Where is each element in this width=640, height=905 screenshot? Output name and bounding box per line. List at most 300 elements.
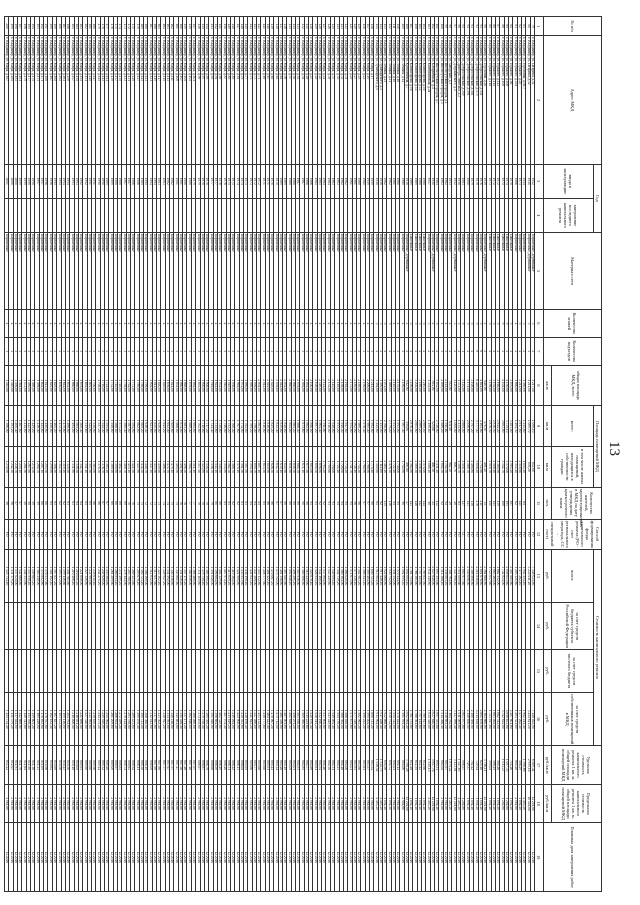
cell-row-num: 101 xyxy=(435,17,439,36)
cell-unit-cost: 807,98 xyxy=(152,746,156,785)
cell-unit-cost: 803,57 xyxy=(365,746,369,785)
cell-year-repair xyxy=(365,198,369,232)
cell-entrances: 8 xyxy=(474,337,478,365)
cell-year-built: 2000 xyxy=(13,164,17,198)
cell-total-area: 1 740,00 xyxy=(113,365,117,406)
cell-wall-material: Кирпичные xyxy=(122,233,126,310)
cell-row-num: 137 xyxy=(278,17,282,36)
cell-cost-region xyxy=(131,603,135,650)
table-row xyxy=(508,17,512,892)
cell-residents: 31 xyxy=(482,487,486,519)
cell-floors: 3 xyxy=(456,310,460,338)
cell-max-cost: 2 961,60 xyxy=(74,784,78,823)
cell-total-area: 1 812,00 xyxy=(152,365,156,406)
cell-total-area: 1 972,00 xyxy=(239,365,243,406)
cell-cost-region xyxy=(235,603,239,650)
cell-cost-local xyxy=(339,650,343,693)
header-area-all: всего: xyxy=(552,406,594,447)
cell-cost-owners: 1 283 788,80 xyxy=(126,692,130,745)
cell-cost-total: 2 487 801,60 xyxy=(508,549,512,602)
cell-unit-cost: 809,20 xyxy=(104,746,108,785)
cell-floors: 4 xyxy=(74,310,78,338)
cell-wall-material: Кирпичные xyxy=(478,233,482,310)
cell-max-cost: 2 961,60 xyxy=(339,784,343,823)
cell-cost-region xyxy=(491,603,495,650)
cell-area-private: 1 280,70 xyxy=(35,446,39,487)
cell-address: г. Владимир, ул. Луначарского, д.3 xyxy=(378,36,382,164)
cell-unit-cost: 1 013,27 xyxy=(500,746,504,785)
cell-cost-owners: 1 595 404,80 xyxy=(365,692,369,745)
cell-cost-region xyxy=(343,603,347,650)
cell-area-private: 1 114,60 xyxy=(378,446,382,487)
cell-area-all: 1 724,40 xyxy=(209,406,213,447)
cell-area-private: 1 325,50 xyxy=(65,446,69,487)
cell-cost-total: 1 436 198,40 xyxy=(243,549,247,602)
cell-area-private: 1 549,50 xyxy=(217,446,221,487)
cell-fund-method: РО xyxy=(74,519,78,549)
cell-residents: 48 xyxy=(452,487,456,519)
cell-floors: 4 xyxy=(313,310,317,338)
cell-entrances: 4 xyxy=(417,337,421,365)
table-row xyxy=(330,17,334,892)
cell-fund-method: РО xyxy=(374,519,378,549)
cell-area-private: 2 508,40 xyxy=(491,446,495,487)
cell-plan-date: 12.2016 xyxy=(243,823,247,892)
cell-residents: 70 xyxy=(131,487,135,519)
cell-row-num: 129 xyxy=(313,17,317,36)
cell-cost-region xyxy=(118,603,122,650)
cell-area-private: 852,60 xyxy=(530,446,534,487)
cell-wall-material: Кирпичные xyxy=(152,233,156,310)
cell-row-num: 99 xyxy=(443,17,447,36)
cell-fund-method: РО xyxy=(487,519,491,549)
cell-cost-local xyxy=(100,650,104,693)
cell-residents: 29 xyxy=(448,487,452,519)
cell-area-all: 1 479,60 xyxy=(61,406,65,447)
cell-max-cost: 2 961,60 xyxy=(44,784,48,823)
cell-residents: 65 xyxy=(83,487,87,519)
cell-entrances: 2 xyxy=(482,337,486,365)
cell-cost-local xyxy=(9,650,13,693)
cell-plan-date: 12.2016 xyxy=(391,823,395,892)
cell-row-num: 102 xyxy=(430,17,434,36)
cell-max-cost: 2 961,60 xyxy=(39,784,43,823)
unit-max-cost: руб./кв.м xyxy=(544,784,552,823)
cell-plan-date: 12.2016 xyxy=(469,823,473,892)
cell-cost-total: 1 503 936,00 xyxy=(296,549,300,602)
cell-cost-local xyxy=(435,650,439,693)
cell-address: г. Владимир, ул. Мира, д.127 xyxy=(135,36,139,164)
cell-cost-local xyxy=(469,650,473,693)
cell-area-private: 1 671,10 xyxy=(300,446,304,487)
cell-area-private: 3 170,00 xyxy=(504,446,508,487)
cell-fund-method: РО xyxy=(291,519,295,549)
cell-cost-owners: 1 481 356,80 xyxy=(278,692,282,745)
cell-total-area: 1 828,00 xyxy=(161,365,165,406)
cell-unit-cost: 811,36 xyxy=(31,746,35,785)
cell-total-area: 1 804,00 xyxy=(148,365,152,406)
cell-total-area: 2 020,00 xyxy=(265,365,269,406)
cell-cost-local xyxy=(257,650,261,693)
cell-cost-total: 2 188 588,80 xyxy=(469,549,473,602)
cell-cost-local xyxy=(235,650,239,693)
cell-wall-material: Кирпичные xyxy=(378,233,382,310)
cell-row-num: 83 xyxy=(513,17,517,36)
cell-fund-method: РО xyxy=(44,519,48,549)
cell-unit-cost: 804,31 xyxy=(330,746,334,785)
cell-cost-owners: 1 577 318,40 xyxy=(352,692,356,745)
cell-residents: 90 xyxy=(304,487,308,519)
cell-cost-total: 1 323 302,40 xyxy=(157,549,161,602)
cell-cost-owners: 1 345 881,60 xyxy=(174,692,178,745)
table-row xyxy=(235,17,239,892)
cell-unit-cost: 782,42 xyxy=(469,746,473,785)
table-row xyxy=(339,17,343,892)
cell-fund-method: РО xyxy=(465,519,469,549)
cell-cost-owners: 1 278 144,00 xyxy=(122,692,126,745)
cell-cost-total: 1 447 488,00 xyxy=(252,549,256,602)
cell-cost-total: 1 526 515,20 xyxy=(313,549,317,602)
cell-fund-method: РО xyxy=(196,519,200,549)
cell-year-built: 1982 xyxy=(170,164,174,198)
cell-plan-date: 12.2016 xyxy=(204,823,208,892)
cell-entrances: 3 xyxy=(22,337,26,365)
cell-max-cost: 12 201,60 xyxy=(482,784,486,823)
cell-plan-date: 12.2016 xyxy=(248,823,252,892)
cell-wall-material: Кирпичные xyxy=(300,233,304,310)
cell-area-private: 1 619,90 xyxy=(265,446,269,487)
cell-area-private: 562,30 xyxy=(448,446,452,487)
cell-entrances: 3 xyxy=(187,337,191,365)
cell-max-cost: 1 094,40 xyxy=(409,784,413,823)
cell-max-cost: 2 961,60 xyxy=(230,784,234,823)
cell-area-private: 1 319,10 xyxy=(61,446,65,487)
cell-year-built: 1974 xyxy=(504,164,508,198)
cell-year-repair xyxy=(313,198,317,232)
cell-year-built: 1984 xyxy=(148,164,152,198)
cell-floors: 4 xyxy=(291,310,295,338)
cell-year-built: 1983 xyxy=(157,164,161,198)
cell-row-num: 177 xyxy=(104,17,108,36)
cell-address: г. Владимир, ул. Мира, д.57 xyxy=(287,36,291,164)
cell-total-area: 6 420,00 xyxy=(474,365,478,406)
cell-cost-region xyxy=(365,603,369,650)
cell-cost-owners: 1 554 739,20 xyxy=(335,692,339,745)
cell-plan-date: 12.2016 xyxy=(226,823,230,892)
cell-row-num: 195 xyxy=(26,17,30,36)
cell-year-repair xyxy=(317,198,321,232)
cell-unit-cost: 1 875,22 xyxy=(448,746,452,785)
cell-area-private: 1 703,20 xyxy=(322,446,326,487)
cell-floors: 4 xyxy=(191,310,195,338)
cell-cost-region xyxy=(122,603,126,650)
table-row xyxy=(170,17,174,892)
cell-floors: 4 xyxy=(439,310,443,338)
cell-cost-local xyxy=(174,650,178,693)
cell-cost-region xyxy=(230,603,234,650)
cell-cost-owners: 1 911 009,60 xyxy=(456,692,460,745)
cell-area-all: 1 782,00 xyxy=(243,406,247,447)
table-row xyxy=(261,17,265,892)
cell-area-private: 2 983,20 xyxy=(508,446,512,487)
cell-year-built: 1970 xyxy=(508,164,512,198)
table-row xyxy=(217,17,221,892)
cell-year-built: 1982 xyxy=(165,164,169,198)
cell-year-repair xyxy=(109,198,113,232)
cell-entrances: 4 xyxy=(465,337,469,365)
cell-year-repair xyxy=(226,198,230,232)
cell-unit-cost: 1 547,63 xyxy=(456,746,460,785)
cell-area-all: 1 861,20 xyxy=(291,406,295,447)
cell-cost-total: 1 757 145,60 xyxy=(417,549,421,602)
cell-cost-total: 1 498 291,20 xyxy=(291,549,295,602)
cell-year-repair xyxy=(270,198,274,232)
cell-total-area: 1 860,00 xyxy=(178,365,182,406)
cell-unit-cost: 807,67 xyxy=(165,746,169,785)
cell-area-all: 631,80 xyxy=(448,406,452,447)
table-row xyxy=(448,17,452,892)
cell-year-built: 1977 xyxy=(209,164,213,198)
cell-area-all: 1 241,60 xyxy=(521,406,525,447)
cell-cost-local xyxy=(491,650,495,693)
cell-fund-method: РО xyxy=(191,519,195,549)
cell-plan-date: 12.2016 xyxy=(474,823,478,892)
cell-address: г. Владимир, ул. Гагарина, д.11 xyxy=(530,36,534,164)
cell-entrances: 3 xyxy=(248,337,252,365)
cell-cost-local xyxy=(365,650,369,693)
cell-fund-method: РО xyxy=(91,519,95,549)
cell-wall-material: Кирпичные xyxy=(113,233,117,310)
cell-entrances: 3 xyxy=(78,337,82,365)
cell-residents: 93 xyxy=(330,487,334,519)
cell-entrances: 1 xyxy=(461,337,465,365)
cell-area-all: 1 422,00 xyxy=(26,406,30,447)
cell-residents: 73 xyxy=(157,487,161,519)
cell-area-all: 1 616,40 xyxy=(144,406,148,447)
cell-cost-owners: 1 566 028,80 xyxy=(343,692,347,745)
cell-cost-total: 1 554 739,20 xyxy=(335,549,339,602)
cell-area-all: 1 926,00 xyxy=(330,406,334,447)
cell-total-area: 2 076,00 xyxy=(296,365,300,406)
cell-residents: 193 xyxy=(504,487,508,519)
cell-cost-region xyxy=(170,603,174,650)
header-cost-region: за счет средств бюджета субъекта Российской Федерации xyxy=(552,603,594,650)
cell-cost-local xyxy=(508,650,512,693)
cell-cost-owners: 1 385 395,20 xyxy=(204,692,208,745)
cell-row-num: 97 xyxy=(452,17,456,36)
cell-row-num: 106 xyxy=(413,17,417,36)
cell-unit-cost: 695,31 xyxy=(435,746,439,785)
cell-year-built: 1977 xyxy=(213,164,217,198)
cell-cost-total: 3 742 824,00 xyxy=(500,549,504,602)
cell-cost-owners: 1 199 116,80 xyxy=(61,692,65,745)
cell-unit-cost: 807,88 xyxy=(157,746,161,785)
cell-year-built: 1968 xyxy=(422,164,426,198)
cell-address: г. Владимир, ул. Мира, д.157 xyxy=(70,36,74,164)
cell-cost-local xyxy=(404,650,408,693)
cell-entrances: 3 xyxy=(287,337,291,365)
cell-cost-owners: 1 328 947,20 xyxy=(161,692,165,745)
cell-fund-method: РО xyxy=(448,519,452,549)
cell-plan-date: 12.2016 xyxy=(343,823,347,892)
cell-year-repair xyxy=(144,198,148,232)
cell-row-num: 157 xyxy=(191,17,195,36)
cell-wall-material: Кирпичные xyxy=(317,233,321,310)
cell-plan-date: 12.2016 xyxy=(18,823,22,892)
cell-year-repair xyxy=(131,198,135,232)
cell-max-cost: 2 961,60 xyxy=(91,784,95,823)
cell-residents: 62 xyxy=(57,487,61,519)
cell-plan-date: 12.2016 xyxy=(118,823,122,892)
cell-residents: 87 xyxy=(278,487,282,519)
cell-cost-owners: 2 188 588,80 xyxy=(469,692,473,745)
cell-wall-material: Кирпичные xyxy=(257,233,261,310)
cell-wall-material: Кирпичные xyxy=(387,233,391,310)
cell-year-built: 1984 xyxy=(152,164,156,198)
cell-cost-region xyxy=(417,603,421,650)
cell-max-cost: 2 961,60 xyxy=(274,784,278,823)
cell-entrances: 3 xyxy=(235,337,239,365)
cell-year-built: 1952 xyxy=(530,164,534,198)
cell-area-all: 1 407,60 xyxy=(18,406,22,447)
cell-year-built: 1971 xyxy=(261,164,265,198)
cell-cost-total: 1 176 537,60 xyxy=(44,549,48,602)
cell-cost-owners: 1 362 816,00 xyxy=(187,692,191,745)
cell-row-num: 167 xyxy=(148,17,152,36)
cell-cost-region xyxy=(400,603,404,650)
cell-plan-date: 12.2016 xyxy=(456,823,460,892)
cell-max-cost: 2 961,60 xyxy=(304,784,308,823)
cell-plan-date: 12.2016 xyxy=(283,823,287,892)
cell-entrances: 3 xyxy=(239,337,243,365)
cell-cost-local xyxy=(161,650,165,693)
cell-year-built: 1961 xyxy=(352,164,356,198)
cell-floors: 4 xyxy=(22,310,26,338)
cell-area-all: 1 890,00 xyxy=(309,406,313,447)
cell-fund-method: РО xyxy=(22,519,26,549)
cell-fund-method: РО xyxy=(513,519,517,549)
cell-entrances: 3 xyxy=(339,337,343,365)
table-row xyxy=(326,17,330,892)
cell-residents: 96 xyxy=(352,487,356,519)
cell-year-built: 1950 xyxy=(526,164,530,198)
cell-row-num: 154 xyxy=(204,17,208,36)
cell-cost-total: 1 193 472,00 xyxy=(57,549,61,602)
cell-plan-date: 12.2016 xyxy=(461,823,465,892)
cell-residents: 89 xyxy=(291,487,295,519)
cell-cost-region xyxy=(257,603,261,650)
cell-wall-material: Кирпичные xyxy=(243,233,247,310)
cell-total-area: 1 332,00 xyxy=(426,365,430,406)
column-number: 15 xyxy=(535,650,544,693)
cell-area-private: 1 600,70 xyxy=(252,446,256,487)
cell-year-repair xyxy=(204,198,208,232)
cell-cost-owners: 1 475 712,00 xyxy=(274,692,278,745)
cell-unit-cost: 805,51 xyxy=(265,746,269,785)
cell-max-cost: 2 961,60 xyxy=(391,784,395,823)
cell-unit-cost: 805,34 xyxy=(274,746,278,785)
cell-residents: 74 xyxy=(165,487,169,519)
cell-year-repair xyxy=(243,198,247,232)
cell-unit-cost: 806,68 xyxy=(209,746,213,785)
cell-residents: 132 xyxy=(435,487,439,519)
cell-year-repair xyxy=(278,198,282,232)
cell-area-all: 1 738,80 xyxy=(217,406,221,447)
cell-entrances: 2 xyxy=(448,337,452,365)
cell-unit-cost: 805,60 xyxy=(261,746,265,785)
cell-cost-region xyxy=(13,603,17,650)
cell-total-area: 2 148,00 xyxy=(391,365,395,406)
cell-cost-region xyxy=(213,603,217,650)
cell-max-cost: 2 961,60 xyxy=(48,784,52,823)
cell-area-private: 1 709,60 xyxy=(326,446,330,487)
cell-max-cost: 2 961,60 xyxy=(78,784,82,823)
cell-row-num: 117 xyxy=(365,17,369,36)
cell-year-built: 1978 xyxy=(200,164,204,198)
table-row xyxy=(313,17,317,892)
cell-year-repair xyxy=(152,198,156,232)
cell-cost-local xyxy=(78,650,82,693)
cell-plan-date: 12.2016 xyxy=(44,823,48,892)
cell-entrances: 3 xyxy=(335,337,339,365)
cell-unit-cost: 806,13 xyxy=(235,746,239,785)
cell-address: г. Владимир, ул. Мира, д.63 xyxy=(274,36,278,164)
cell-cost-owners: 1 131 379,20 xyxy=(9,692,13,745)
cell-area-all: 2 883,60 xyxy=(413,406,417,447)
cell-row-num: 179 xyxy=(96,17,100,36)
cell-cost-owners: 1 176 537,60 xyxy=(44,692,48,745)
cell-wall-material: Кирпичные xyxy=(330,233,334,310)
cell-cost-local xyxy=(183,650,187,693)
table-row xyxy=(152,17,156,892)
cell-cost-region xyxy=(348,603,352,650)
cell-floors: 4 xyxy=(326,310,330,338)
cell-unit-cost: 599,04 xyxy=(487,746,491,785)
cell-total-area: 3 160,00 xyxy=(495,365,499,406)
cell-year-repair xyxy=(274,198,278,232)
cell-cost-total: 1 374 105,60 xyxy=(196,549,200,602)
cell-entrances: 3 xyxy=(400,337,404,365)
cell-cost-total: 1 913 904,00 xyxy=(374,549,378,602)
cell-year-repair xyxy=(13,198,17,232)
cell-max-cost: 2 961,60 xyxy=(157,784,161,823)
cell-cost-local xyxy=(348,650,352,693)
cell-floors: 2 xyxy=(448,310,452,338)
cell-fund-method: РО xyxy=(18,519,22,549)
cell-year-built: 1980 xyxy=(465,164,469,198)
cell-address: г. Владимир, ул. Добросельская, д.151 xyxy=(478,36,482,164)
cell-year-repair xyxy=(504,198,508,232)
cell-cost-owners: 1 221 696,00 xyxy=(78,692,82,745)
cell-row-num: 188 xyxy=(57,17,61,36)
cell-cost-total: 1 600 723,20 xyxy=(369,549,373,602)
cell-fund-method: РО xyxy=(517,519,521,549)
cell-year-repair xyxy=(417,198,421,232)
cell-plan-date: 12.2016 xyxy=(196,823,200,892)
cell-cost-total: 1 663 464,00 xyxy=(491,549,495,602)
cell-address: г. Владимир, ул. Мира, д.181 xyxy=(18,36,22,164)
cell-unit-cost: 998,57 xyxy=(461,746,465,785)
table-row xyxy=(57,17,61,892)
cell-area-private: 1 575,10 xyxy=(235,446,239,487)
cell-plan-date: 12.2016 xyxy=(239,823,243,892)
cell-unit-cost: 809,68 xyxy=(87,746,91,785)
cell-residents: 71 xyxy=(135,487,139,519)
column-number: 4 xyxy=(535,198,544,232)
cell-floors: 4 xyxy=(213,310,217,338)
cell-fund-method: РО xyxy=(26,519,30,549)
cell-area-private: 1 338,30 xyxy=(74,446,78,487)
